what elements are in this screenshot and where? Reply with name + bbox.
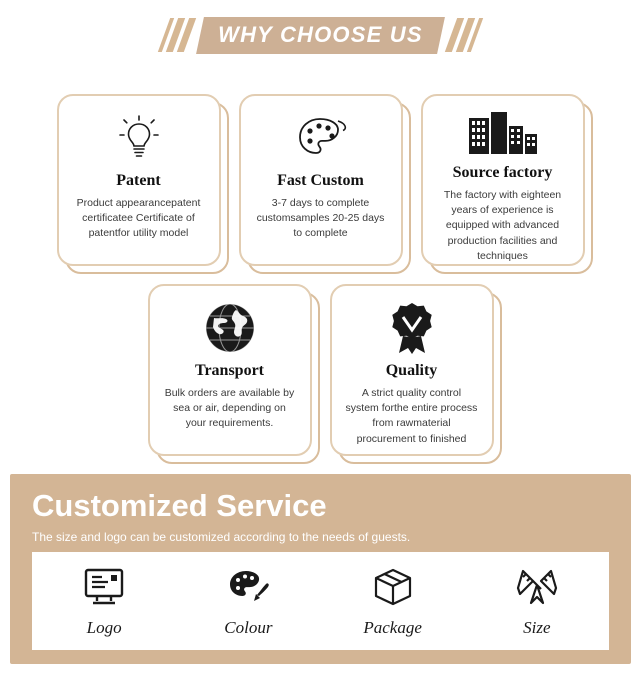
feature-row-1 [0, 94, 641, 266]
globe-icon [202, 300, 258, 356]
card-title: Quality [385, 362, 438, 379]
feature-card-source-factory [421, 94, 585, 266]
feature-card-patent [57, 94, 221, 266]
card-body [57, 94, 221, 266]
service-item-label: Package [363, 618, 422, 637]
service-item-logo [44, 564, 164, 638]
service-item-colour [188, 564, 308, 638]
quality-badge-icon [387, 300, 437, 356]
banner-subtitle: The size and logo can be customized according to the needs of guests. [32, 530, 411, 544]
header-inner [164, 17, 477, 54]
feature-card-quality [330, 284, 494, 456]
card-text: Bulk orders are available by sea or air, depending on your requirements. [164, 387, 295, 430]
banner-title: Customized Service [32, 488, 327, 523]
palette-icon [294, 110, 348, 166]
header [0, 0, 641, 70]
monitor-logo-icon [83, 564, 125, 610]
service-item-label: Logo [86, 618, 122, 637]
service-items-strip [32, 552, 609, 650]
service-item-size [477, 564, 597, 638]
card-text: 3-7 days to complete customsamples 20-25 days to complete [256, 197, 385, 240]
card-title: Source factory [452, 164, 553, 181]
page-title: WHY CHOOSE US [218, 21, 423, 47]
card-body [330, 284, 494, 456]
ruler-pencil-icon [516, 564, 558, 610]
card-title: Fast Custom [277, 172, 364, 189]
feature-row-2 [0, 284, 641, 456]
card-text: A strict quality control system forthe entire process from rawmaterial procurement to finished [345, 387, 478, 445]
box-package-icon [372, 564, 414, 610]
header-title-band [196, 17, 445, 54]
service-item-label: Size [523, 618, 551, 637]
right-slashes-decoration [451, 18, 477, 52]
card-body [148, 284, 312, 456]
feature-card-fast-custom [239, 94, 403, 266]
palette-brush-icon [226, 564, 270, 610]
service-item-package [333, 564, 453, 638]
card-title: Transport [194, 362, 265, 379]
customized-service-banner [10, 474, 631, 664]
left-slashes-decoration [164, 18, 190, 52]
service-item-label: Colour [224, 618, 273, 637]
card-title: Patent [116, 172, 161, 189]
card-body [421, 94, 585, 266]
factory-icon [465, 110, 541, 158]
card-body [239, 94, 403, 266]
card-text: The factory with eighteen years of experience is equipped with advanced production facilities and techniques [443, 189, 562, 262]
lightbulb-icon [115, 110, 163, 166]
feature-card-transport [148, 284, 312, 456]
card-text: Product appearancepatent certificatee Certificate of patentfor utility model [76, 197, 201, 240]
